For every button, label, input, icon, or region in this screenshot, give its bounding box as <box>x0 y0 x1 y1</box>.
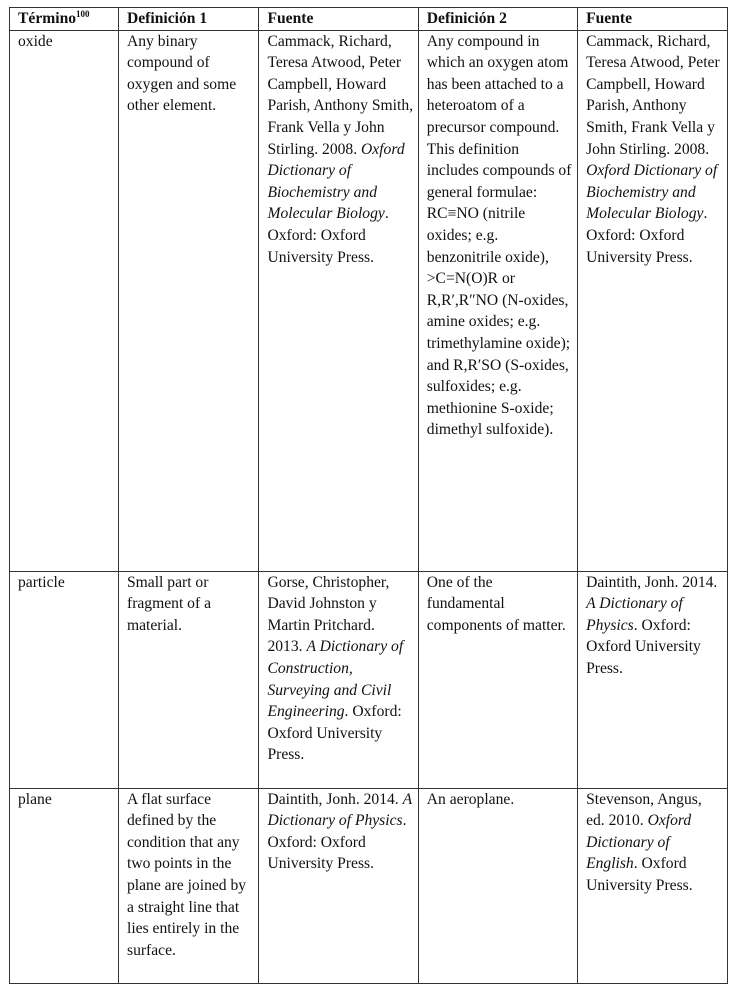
source-1-cell <box>259 30 418 571</box>
source-text: Cammack, Richard, Teresa Atwood, Peter Campbell, Howard Parish, Anthony Smith, Frank Vella y John Stirling. 2008. <box>586 32 720 158</box>
source-text: . Oxford: Oxford University Press. <box>267 812 407 873</box>
terminology-table <box>9 7 728 984</box>
term-cell: oxide <box>10 30 119 571</box>
header-row <box>10 8 728 31</box>
source-1-cell <box>259 788 418 983</box>
source-text: . Oxford: Oxford University Press. <box>267 703 402 764</box>
header-term <box>10 8 119 31</box>
table-row <box>10 788 728 983</box>
term-cell: plane <box>10 788 119 983</box>
source-2-cell <box>578 30 728 571</box>
source-2-cell <box>578 788 728 983</box>
table-row <box>10 571 728 788</box>
table-row <box>10 30 728 571</box>
header-source-1: Fuente <box>259 8 418 31</box>
header-term-label: Término <box>18 10 77 27</box>
definition-1-cell: Any binary compound of oxygen and some other element. <box>119 30 259 571</box>
source-text: Daintith, Jonh. 2014. <box>586 573 718 591</box>
footnote-ref: 100 <box>76 9 90 19</box>
source-title: A Dictionary of Physics <box>586 595 683 634</box>
source-text: . Oxford: Oxford University Press. <box>586 616 701 677</box>
source-text: Daintith, Jonh. 2014. <box>267 790 403 808</box>
term-cell: particle <box>10 571 119 788</box>
source-title: Oxford Dictionary of English <box>586 812 692 873</box>
source-text: . Oxford: Oxford University Press. <box>586 205 708 266</box>
source-title: Oxford Dictionary of Biochemistry and Molecular Biology <box>267 140 405 223</box>
source-title: A Dictionary of Construction, Surveying and Civil Engineering <box>267 638 404 721</box>
source-1-cell <box>259 571 418 788</box>
source-text: . Oxford University Press. <box>586 855 693 894</box>
header-source-2: Fuente <box>578 8 728 31</box>
source-text: Cammack, Richard, Teresa Atwood, Peter Campbell, Howard Parish, Anthony Smith, Frank Vella y John Stirling. 2008. <box>267 32 414 158</box>
source-title: Oxford Dictionary of Biochemistry and Molecular Biology <box>586 162 718 223</box>
source-text: Stevenson, Angus, ed. 2010. <box>586 790 702 830</box>
definition-2-cell: Any compound in which an oxygen atom has been attached to a heteroatom of a precursor compound. This definition includes compounds of general formulae: RC≡NO (nitrile oxides; e.g. benzonitrile oxide), >C=N(O)R or R,R′,R″NO (N-oxides, amine oxides; e.g. trimethylamine oxide); and R,R′SO (S-oxides, sulfoxides; e.g. methionine S-oxide; dimethyl sulfoxide). <box>418 30 577 571</box>
source-text: Gorse, Christopher, David Johnston y Martin Pritchard. 2013. <box>267 573 390 656</box>
source-text: . Oxford: Oxford University Press. <box>267 205 389 266</box>
definition-2-cell: One of the fundamental components of matter. <box>418 571 577 788</box>
source-title: A Dictionary of Physics <box>267 790 412 830</box>
definition-1-cell: A flat surface defined by the condition that any two points in the plane are joined by a straight line that lies entirely in the surface. <box>119 788 259 983</box>
source-2-cell <box>578 571 728 788</box>
definition-2-cell: An aeroplane. <box>418 788 577 983</box>
header-definition-2: Definición 2 <box>418 8 577 31</box>
definition-1-cell: Small part or fragment of a material. <box>119 571 259 788</box>
header-definition-1: Definición 1 <box>119 8 259 31</box>
